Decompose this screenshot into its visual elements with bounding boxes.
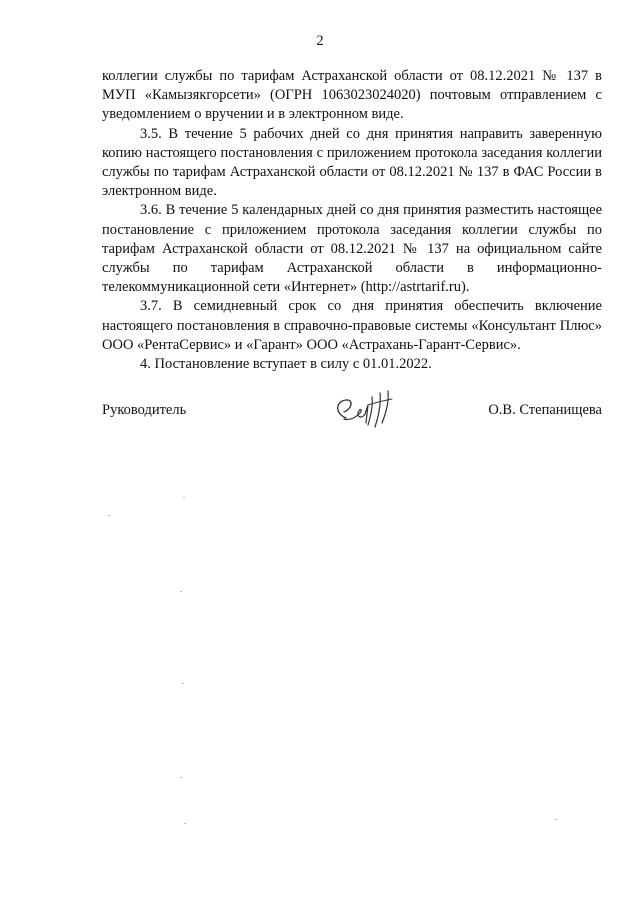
scan-speck [180, 777, 182, 778]
paragraph-3-7: 3.7. В семидневный срок со дня принятия обеспечить включение настоящего постановления в справочно-правовые системы «Консультант Плюс» ООО «РентаСервис» и «Гарант» ООО «Астрахань-Гарант-Сервис». [102, 298, 602, 353]
document-body [102, 67, 602, 374]
scan-speck [184, 823, 186, 824]
scan-speck [555, 819, 557, 820]
signatory-name: О.В. Степанищева [488, 402, 602, 418]
scan-speck [108, 515, 110, 516]
paragraph-4: 4. Постановление вступает в силу с 01.01.2022. [140, 356, 432, 373]
page-number: 2 [316, 33, 324, 49]
paragraph-continuation: коллегии службы по тарифам Астраханской области от 08.12.2021 № 137 в МУП «Камызякгорсети» (ОГРН 1063023024020) почтовым отправлением с уведомлением о вручении и в электронном виде. [102, 68, 602, 123]
signatory-title: Руководитель [102, 402, 187, 418]
signature-block [102, 383, 602, 443]
paragraph-3-6: 3.6. В течение 5 календарных дней со дня принятия разместить настоящее постановление с приложением протокола заседания коллегии службы по тарифам Астраханской области от 08.12.2021 № 137 на официальном сайте службы по тарифам Астраханской области в информационно-телекоммуникационной сети «Интернет» (http://astrtarif.ru). [102, 202, 602, 296]
scan-speck [183, 497, 185, 498]
paragraph-3-5: 3.5. В течение 5 рабочих дней со дня принятия направить заверенную копию настоящего постановления с приложением протокола заседания коллегии службы по тарифам Астраханской области от 08.12.2021 № 137 в ФАС России в электронном виде. [102, 125, 602, 200]
handwritten-signature [330, 383, 400, 433]
scan-speck [182, 683, 184, 684]
scan-speck [180, 591, 182, 592]
